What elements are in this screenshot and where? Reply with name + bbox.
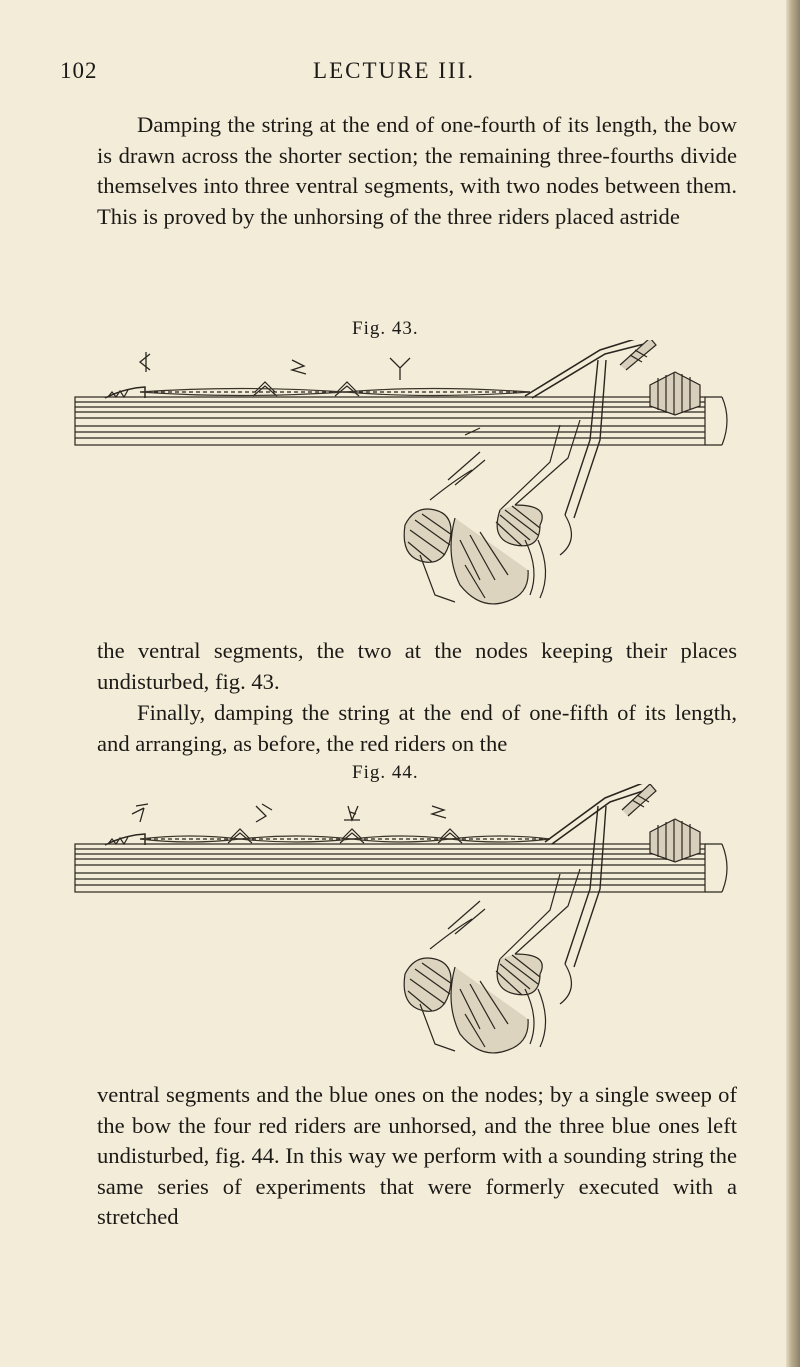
figure-43 — [60, 340, 740, 615]
flying-rider-1 — [132, 804, 148, 822]
page-number: 102 — [60, 58, 98, 83]
paragraph-2: the ventral segments, the two at the nodes keeping their places undisturbed, fig. 43. — [97, 638, 737, 694]
figure-44-illustration — [60, 784, 740, 1064]
figure-44-label: Fig. 44. — [352, 762, 419, 783]
page-edge-shadow — [786, 0, 800, 1367]
flying-rider-4 — [432, 806, 446, 818]
flying-rider-3 — [390, 358, 410, 380]
paragraph-4: ventral segments and the blue ones on the nodes; by a single sweep of the bow the four red riders are unhorsed, and the three blue ones left undisturbed, fig. 44. In this way we perform with a sounding string the same series of experiments that were formerly executed with a stretched — [97, 1082, 737, 1229]
paragraph-1: Damping the string at the end of one-fourth of its length, the bow is drawn across the shorter section; the remaining three-fourths divide themselves into three ventral segments, with two nodes between them. This is proved by the unhorsing of the three riders placed astride — [97, 112, 737, 229]
figure-43-label: Fig. 43. — [352, 318, 419, 339]
flying-rider-2 — [292, 360, 306, 374]
page-header — [60, 58, 728, 88]
paragraph-3: Finally, damping the string at the end of one-fifth of its length, and arranging, as before, the red riders on the — [97, 700, 737, 756]
flying-rider-1 — [140, 352, 150, 372]
flying-rider-3 — [344, 806, 360, 820]
flying-rider-2 — [256, 804, 272, 822]
figure-43-illustration — [60, 340, 740, 615]
figure-44 — [60, 784, 740, 1064]
running-head: LECTURE III. — [313, 58, 475, 83]
